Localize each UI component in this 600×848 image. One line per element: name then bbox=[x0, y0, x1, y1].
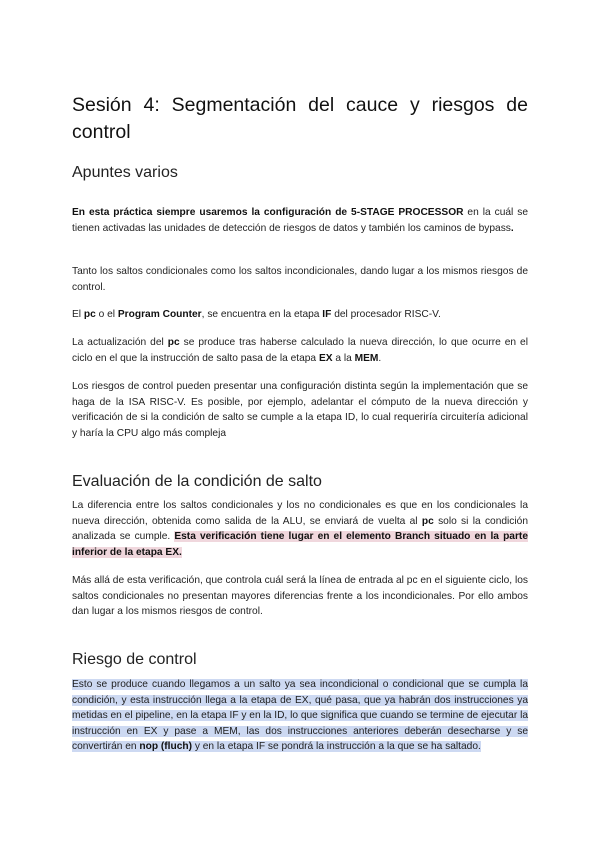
paragraph-evaluacion-2: Más allá de esta verificación, que controla cuál será la línea de entrada al pc en el siguiente ciclo, los saltos condicionales no presentan mayores diferencias frente a los incondicionales. Por ello ambos dan lugar a los mismos riesgos de control. bbox=[72, 575, 528, 618]
highlighted-paragraph: Esto se produce cuando llegamos a un salto ya sea incondicional o condicional que se cumpla la condición, y esta instrucción llega a la etapa de EX, qué pasa, que ya habrán dos instrucciones ya metidas en el pipeline, en la etapa IF y en la ID, lo que significa que cuando se termine de ejecutar la instrucción en EX y pase a MEM, las dos instrucciones anteriores deberán desecharse y se convertirán en nop (fluch) y en la etapa IF se pondrá la instrucción a la que se ha saltado. bbox=[72, 679, 528, 753]
paragraph-apuntes-1: En esta práctica siempre usaremos la configuración de 5-STAGE PROCESSOR en la cuál se tienen activadas las unidades de detección de riesgos de datos y también los caminos de bypass. bbox=[72, 207, 528, 234]
paragraph-riesgo-1 bbox=[72, 677, 528, 755]
paragraph-apuntes-4: La actualización del pc se produce tras haberse calculado la nueva dirección, lo que ocurre en el ciclo en el que la instrucción de salto pasa de la etapa EX a la MEM. bbox=[72, 337, 528, 364]
paragraph-apuntes-3: El pc o el Program Counter, se encuentra en la etapa IF del procesador RISC-V. bbox=[72, 309, 441, 320]
section-heading-riesgo: Riesgo de control bbox=[72, 651, 197, 668]
paragraph-evaluacion-1: La diferencia entre los saltos condicionales y los no condicionales es que en los condicionales la nueva dirección, obtenida como salida de la ALU, se enviará de vuelta al pc solo si la condición analizada se cumple. Esta verificación tiene lugar en el elemento Branch situado en la parte inferior de la etapa EX. bbox=[72, 500, 528, 558]
highlighted-text: Esta verificación tiene lugar en el elemento Branch situado en la parte inferior de la etapa EX. bbox=[72, 531, 528, 558]
paragraph-apuntes-5: Los riesgos de control pueden presentar una configuración distinta según la implementación que se haga de la ISA RISC-V. Es posible, por ejemplo, adelantar el cómputo de la nueva dirección y verificación de si la condición de salto se cumple a la etapa ID, lo cual requeriría circuitería adicional y haría la CPU algo más compleja bbox=[72, 381, 528, 439]
page-title: Sesión 4: Segmentación del cauce y riesgos de control bbox=[72, 94, 528, 143]
section-heading-apuntes: Apuntes varios bbox=[72, 164, 178, 181]
section-heading-evaluacion: Evaluación de la condición de salto bbox=[72, 473, 322, 490]
paragraph-apuntes-2: Tanto los saltos condicionales como los saltos incondicionales, dando lugar a los mismos riesgos de control. bbox=[72, 266, 528, 293]
